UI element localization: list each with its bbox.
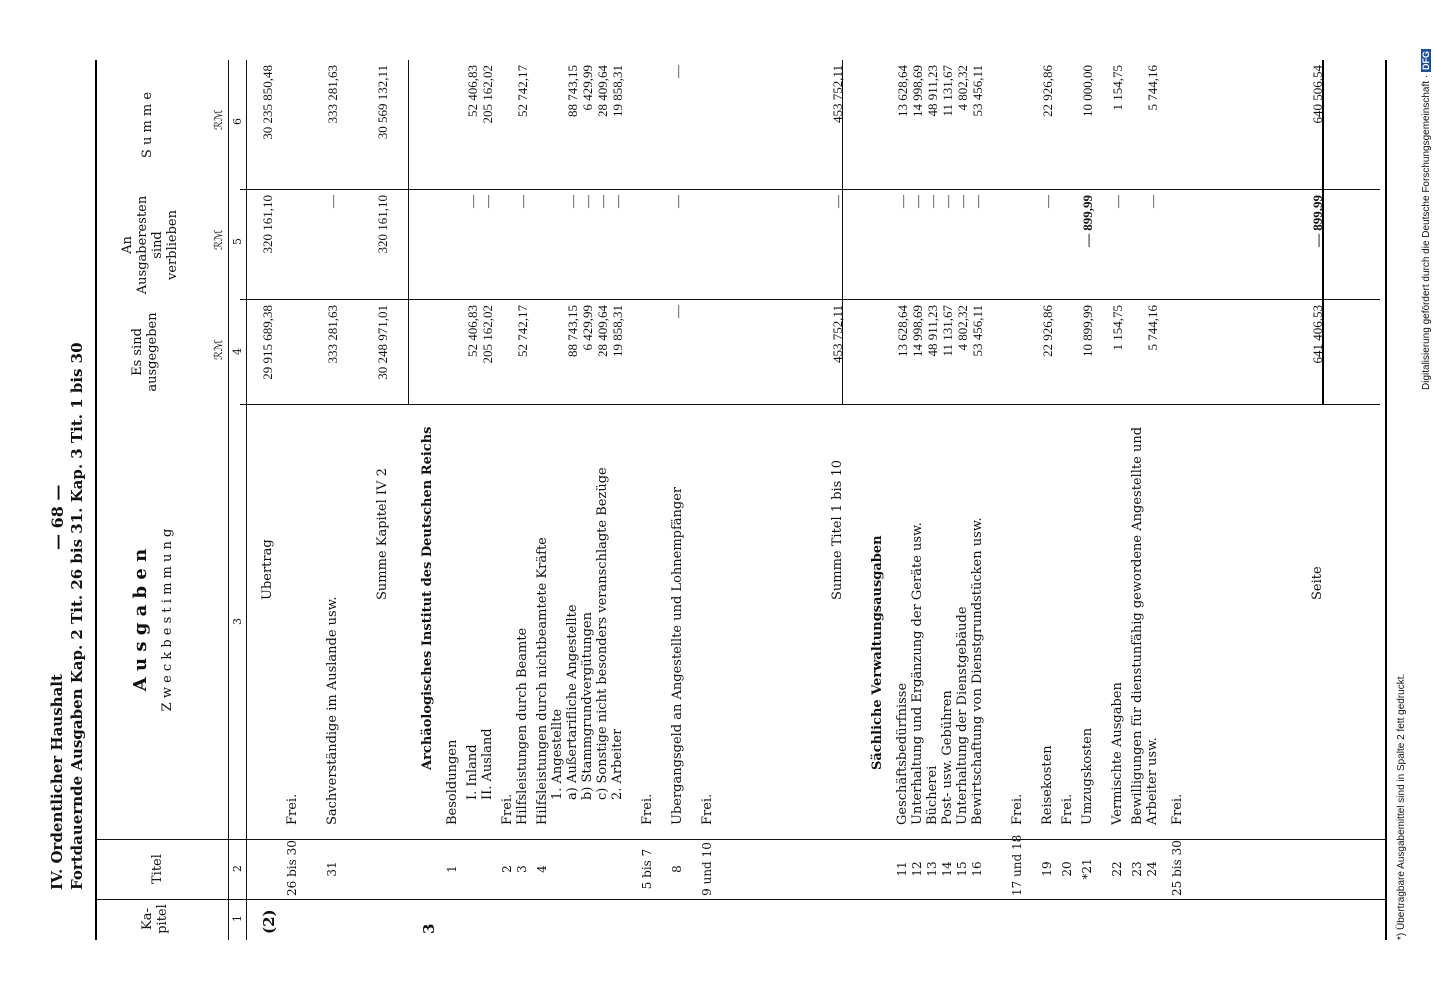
reste-cell: 320 161,10 — [375, 195, 390, 254]
ausgegeben-cell: 52 406,83 — [465, 305, 480, 357]
unit-col4: ℛℳ — [212, 339, 225, 360]
summe-cell: 19 858,31 — [610, 65, 625, 117]
description-cell: Übertrag — [260, 539, 275, 600]
col-header-reste: An Ausgaberesten sind verblieben — [120, 195, 180, 295]
ausgegeben-cell: 28 409,64 — [595, 305, 610, 357]
ausgegeben-cell: 5 744,16 — [1145, 305, 1160, 351]
dfg-logo: DFG — [1421, 51, 1431, 71]
description-cell: Frei. — [1170, 793, 1185, 825]
description-cell: Umzugskosten — [1080, 727, 1095, 825]
rule-seite — [1322, 60, 1324, 405]
unit-col5: ℛℳ — [212, 229, 225, 250]
description-cell: Reisekosten — [1040, 745, 1055, 825]
ausgegeben-cell: 53 456,11 — [970, 305, 985, 357]
col-header-zweck: Z w e c k b e s t i m m u n g — [160, 528, 175, 712]
col-rule-5 — [240, 189, 1380, 190]
description-cell: Summe Titel 1 bis 10 — [830, 459, 845, 600]
description-cell: Seite — [1310, 566, 1325, 600]
header-line-1: IV. Ordentlicher Haushalt — [48, 674, 66, 890]
titel-cell: 17 und 18 — [1010, 834, 1024, 896]
table-top-rule — [95, 60, 97, 940]
table-bottom-rule — [1385, 60, 1387, 940]
reste-cell: — — [595, 195, 610, 208]
col-header-titel: Titel — [150, 854, 165, 884]
ausgegeben-cell: 19 858,31 — [610, 305, 625, 357]
ausgegeben-cell: 4 802,32 — [955, 305, 970, 351]
kapitel-cell: 3 — [420, 923, 438, 934]
reste-cell: — — [1040, 195, 1055, 208]
ausgegeben-cell: 1 154,75 — [1110, 305, 1125, 351]
summe-cell: 1 154,75 — [1110, 65, 1125, 111]
description-cell: Frei. — [500, 793, 515, 825]
ausgegeben-cell: 88 743,15 — [565, 305, 580, 357]
ausgegeben-cell: 48 911,23 — [925, 305, 940, 357]
titel-cell: 23 — [1130, 861, 1144, 877]
reste-cell: — — [480, 195, 495, 208]
reste-cell: — — [515, 195, 530, 208]
description-cell: Unterhaltung und Ergänzung der Geräte usw. — [910, 522, 925, 825]
description-cell: Frei. — [1010, 793, 1025, 825]
titel-cell: 25 bis 30 — [1170, 840, 1184, 896]
description-cell: Summe Kapitel IV 2 — [375, 468, 390, 600]
description-cell: Frei. — [1060, 793, 1075, 825]
titel-cell: 31 — [325, 861, 339, 877]
footnote: *) Übertragbare Ausgabemittel sind in Spalte 2 fett gedruckt. — [1396, 673, 1407, 940]
col-rule-1 — [95, 899, 1385, 900]
summe-cell: 52 406,83 — [465, 65, 480, 117]
page-number: — 68 — — [48, 484, 67, 550]
reste-cell: — — [970, 195, 985, 208]
ausgegeben-cell: 13 628,64 — [895, 305, 910, 357]
reste-cell: — — [925, 195, 940, 208]
summe-cell: 30 235 850,48 — [260, 65, 275, 140]
reste-cell: — — [940, 195, 955, 208]
description-cell: Unterhaltung der Dienstgebäude — [955, 606, 970, 825]
digitization-note — [1421, 0, 1432, 390]
titel-cell: 15 — [955, 861, 969, 877]
description-cell: Bewirtschaftung von Dienstgrundstücken usw. — [970, 517, 985, 825]
ausgegeben-cell: 11 131,67 — [940, 305, 955, 357]
colnum-bottom-rule — [246, 60, 247, 940]
description-cell: 2. Arbeiter — [610, 728, 625, 800]
titel-cell: 24 — [1145, 861, 1159, 877]
description-cell: Besoldungen — [445, 739, 460, 825]
description-cell: Frei. — [700, 793, 715, 825]
description-cell: c) Sonstige nicht besonders veranschlagte Bezüge — [595, 467, 610, 800]
reste-cell: — 899,99 — [1080, 195, 1095, 247]
description-cell: Frei. — [285, 793, 300, 825]
description-cell: Geschäftsbedürfnisse — [895, 682, 910, 825]
summe-cell: 13 628,64 — [895, 65, 910, 117]
ausgegeben-cell: 10 899,99 — [1080, 305, 1095, 357]
summe-cell: 640 506,54 — [1310, 65, 1325, 124]
titel-cell: 14 — [940, 861, 954, 877]
rule-summe-kap2 — [408, 60, 409, 405]
kapitel-cell: (2) — [260, 909, 278, 934]
titel-cell: 5 bis 7 — [640, 848, 654, 890]
col-header-summe: S u m m e — [140, 91, 155, 159]
titel-cell: 8 — [670, 865, 684, 873]
ausgegeben-cell: 22 926,86 — [1040, 305, 1055, 357]
titel-cell: 19 — [1040, 861, 1054, 877]
titel-cell: 3 — [515, 865, 529, 873]
ausgegeben-cell: 29 915 689,38 — [260, 305, 275, 380]
description-cell: I. Inland — [465, 744, 480, 800]
header-bottom-rule — [228, 60, 229, 940]
summe-cell: 22 926,86 — [1040, 65, 1055, 117]
summe-cell: 28 409,64 — [595, 65, 610, 117]
summe-cell: 53 456,11 — [970, 65, 985, 117]
description-cell: Arbeiter usw. — [1145, 737, 1160, 825]
titel-cell: 16 — [970, 861, 984, 877]
reste-cell: — — [670, 195, 685, 208]
ausgegeben-cell: 52 742,17 — [515, 305, 530, 357]
description-cell: 1. Angestellte — [550, 708, 565, 800]
titel-cell: 11 — [895, 861, 909, 877]
titel-cell: 2 — [500, 865, 514, 873]
summe-cell: 11 131,67 — [940, 65, 955, 117]
ausgegeben-cell: 641 406,53 — [1310, 305, 1325, 364]
col-rule-3 — [240, 404, 1380, 405]
rule-summe-titel — [842, 60, 843, 405]
ausgegeben-cell: 30 248 971,01 — [375, 305, 390, 380]
reste-cell: — — [565, 195, 580, 208]
ausgegeben-cell: 6 429,99 — [580, 305, 595, 351]
colnum-1: 1 — [231, 915, 244, 922]
reste-cell: — — [830, 195, 845, 208]
summe-cell: 453 752,11 — [830, 65, 845, 124]
reste-cell: — — [910, 195, 925, 208]
description-cell: a) Außertarifliche Angestellte — [565, 604, 580, 800]
summe-cell: 4 802,32 — [955, 65, 970, 111]
col-rule-4 — [240, 299, 1380, 300]
summe-cell: 10 000,00 — [1080, 65, 1095, 117]
description-cell: Hilfsleistungen durch Beamte — [515, 627, 530, 825]
colnum-2: 2 — [231, 865, 244, 872]
summe-cell: 205 162,02 — [480, 65, 495, 124]
description-cell: Bewilligungen für dienstunfähig gewordene Angestellte und — [1130, 426, 1145, 825]
header-line-2: Fortdauernde Ausgaben Kap. 2 Tit. 26 bis 31. Kap. 3 Tit. 1 bis 30 — [68, 342, 86, 890]
reste-cell: — — [1110, 195, 1125, 208]
titel-cell: 4 — [535, 865, 549, 873]
colnum-5: 5 — [231, 238, 244, 245]
ausgegeben-cell: 14 998,69 — [910, 305, 925, 357]
description-cell: Sächliche Verwaltungsausgaben — [870, 535, 885, 770]
summe-cell: 333 281,63 — [325, 65, 340, 124]
description-cell: Archäologisches Institut des Deutschen Reichs — [420, 426, 435, 770]
titel-cell: 13 — [925, 861, 939, 877]
description-cell: Frei. — [640, 793, 655, 825]
summe-cell: 30 569 132,11 — [375, 65, 390, 140]
col-header-kapitel: Ka-pitel — [140, 904, 170, 934]
description-cell: Sachverständige im Auslande usw. — [325, 596, 340, 825]
reste-cell: — — [955, 195, 970, 208]
titel-cell: 20 — [1060, 861, 1074, 877]
description-cell: b) Stammgrundvergütungen — [580, 612, 595, 800]
summe-cell: 5 744,16 — [1145, 65, 1160, 111]
reste-cell: — — [610, 195, 625, 208]
colnum-4: 4 — [231, 348, 244, 355]
titel-cell: 12 — [910, 861, 924, 877]
titel-cell: 1 — [445, 865, 459, 873]
unit-col6: ℛℳ — [212, 109, 225, 130]
summe-cell: 6 429,99 — [580, 65, 595, 111]
colnum-6: 6 — [231, 118, 244, 125]
description-cell: Übergangsgeld an Angestellte und Lohnempfänger — [670, 486, 685, 825]
description-cell: II. Ausland — [480, 728, 495, 800]
summe-cell: 88 743,15 — [565, 65, 580, 117]
reste-cell: — — [1145, 195, 1160, 208]
col-header-ausgaben: A u s g a b e n — [130, 548, 151, 692]
description-cell: Bücherei — [925, 765, 940, 825]
digitization-text: Digitalisierung gefördert durch die Deutsche Forschungsgemeinschaft · — [1421, 74, 1432, 390]
colnum-3: 3 — [231, 618, 244, 625]
reste-cell: — — [465, 195, 480, 208]
description-cell: Post- usw. Gebühren — [940, 690, 955, 825]
titel-cell: 26 bis 30 — [285, 840, 299, 896]
titel-cell: *21 — [1080, 858, 1094, 880]
ausgegeben-cell: — — [670, 305, 685, 318]
description-cell: Hilfsleistungen durch nichtbeamtete Kräfte — [535, 537, 550, 825]
col-header-ausgegeben: Es sind ausgegeben — [130, 312, 160, 392]
titel-cell: 9 und 10 — [700, 842, 714, 896]
description-cell: Vermischte Ausgaben — [1110, 682, 1125, 825]
summe-cell: 14 998,69 — [910, 65, 925, 117]
titel-cell: 22 — [1110, 861, 1124, 877]
summe-cell: — — [670, 65, 685, 78]
reste-cell: — — [580, 195, 595, 208]
reste-cell: — — [325, 195, 340, 208]
reste-cell: — — [895, 195, 910, 208]
reste-cell: — 899,99 — [1310, 195, 1325, 247]
summe-cell: 48 911,23 — [925, 65, 940, 117]
summe-cell: 52 742,17 — [515, 65, 530, 117]
ausgegeben-cell: 333 281,63 — [325, 305, 340, 364]
reste-cell: 320 161,10 — [260, 195, 275, 254]
ausgegeben-cell: 205 162,02 — [480, 305, 495, 364]
ausgegeben-cell: 453 752,11 — [830, 305, 845, 364]
